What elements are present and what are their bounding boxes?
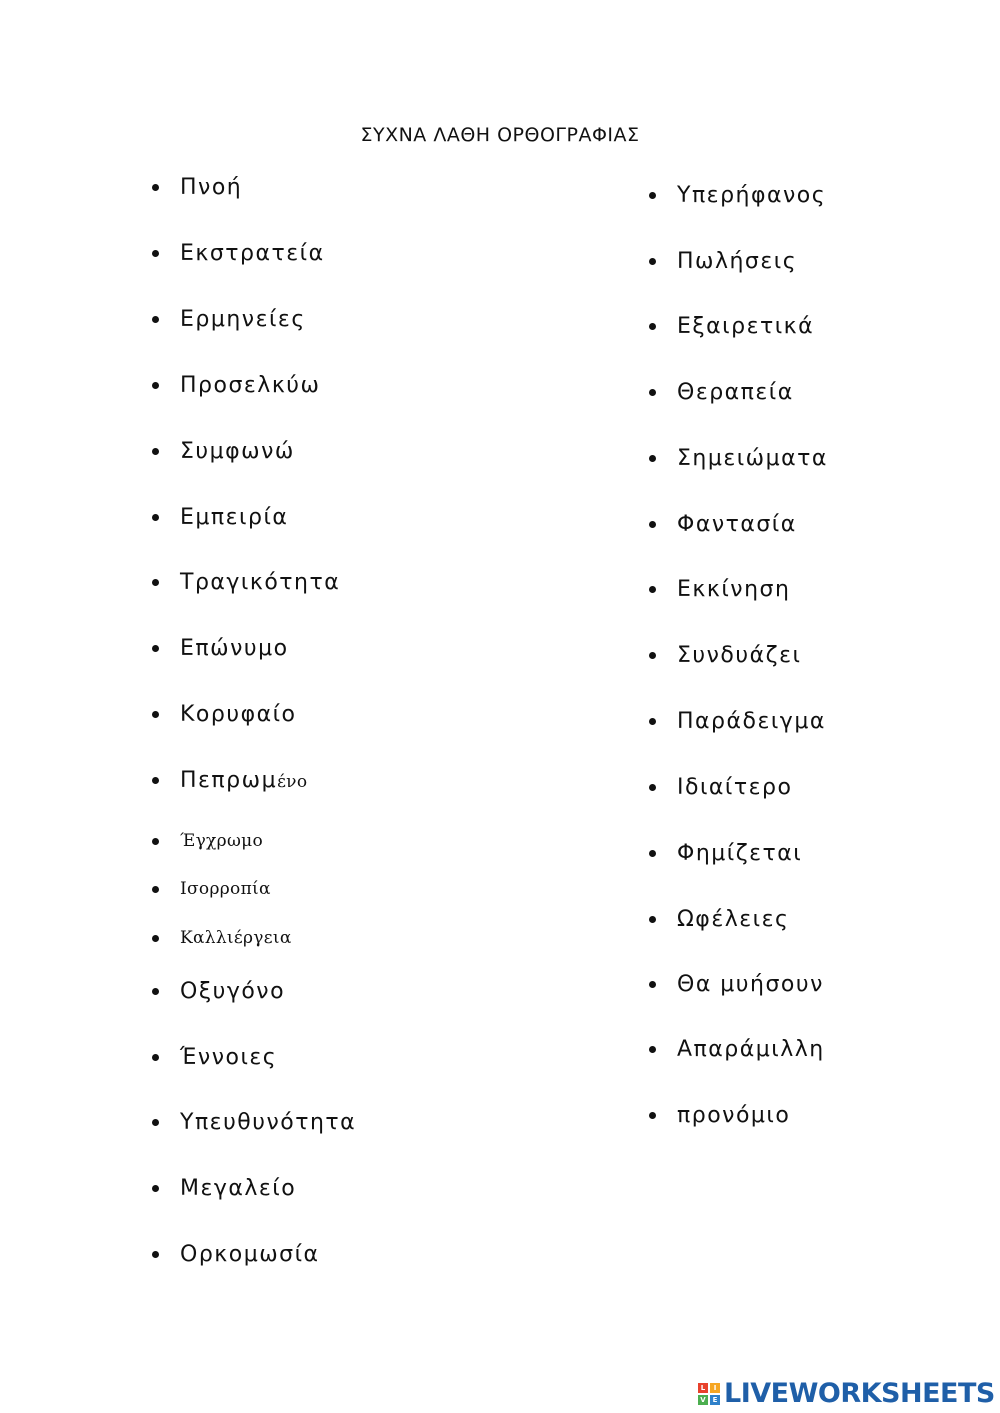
- bullet: [649, 258, 656, 265]
- word: Καλλιέργεια: [180, 928, 292, 948]
- list-item: [649, 706, 826, 736]
- list-item: [152, 1042, 277, 1072]
- page-title: ΣΥΧΝΑ ΛΑΘΗ ΟΡΘΟΓΡΑΦΙΑΣ: [360, 124, 640, 146]
- logo-letter: I: [710, 1383, 720, 1393]
- list-item: [649, 574, 790, 604]
- bullet: [152, 1185, 159, 1192]
- bullet: [649, 521, 656, 528]
- logo-letter: L: [698, 1383, 708, 1393]
- word: Θα μυήσουν: [677, 971, 824, 997]
- list-item: [649, 969, 824, 999]
- word: Εξαιρετικά: [677, 313, 815, 339]
- bullet: [649, 389, 656, 396]
- bullet: [649, 323, 656, 330]
- word: Ιδιαίτερο: [677, 774, 793, 800]
- word: Φημίζεται: [677, 840, 803, 866]
- list-item: [152, 874, 271, 904]
- list-item: [152, 567, 340, 597]
- word-suffix: ένο: [277, 771, 308, 792]
- bullet: [152, 514, 159, 521]
- word: Σημειώματα: [677, 445, 828, 471]
- word: Φαντασία: [677, 511, 797, 537]
- list-item: [649, 772, 792, 802]
- word: Οξυγόνο: [180, 978, 286, 1004]
- word: Ωφέλειες: [677, 906, 790, 932]
- word: Υπευθυνότητα: [180, 1109, 357, 1135]
- word: Απαράμιλλη: [677, 1036, 825, 1062]
- bullet: [152, 711, 159, 718]
- list-item: [152, 172, 242, 202]
- word: Εμπειρία: [180, 504, 289, 530]
- bullet: [152, 448, 159, 455]
- bullet: [152, 1054, 159, 1061]
- word: Επώνυμο: [180, 635, 289, 661]
- word: Τραγικότητα: [180, 569, 341, 595]
- bullet: [649, 718, 656, 725]
- list-item: [649, 443, 828, 473]
- word: Έγχρωμο: [180, 831, 263, 851]
- list-item: [152, 1239, 320, 1269]
- bullet: [649, 652, 656, 659]
- logo-letter: V: [698, 1395, 708, 1405]
- word: Συμφωνώ: [180, 438, 295, 464]
- liveworksheets-logo: [698, 1378, 995, 1409]
- bullet: [152, 316, 159, 323]
- bullet: [649, 981, 656, 988]
- word: Ισορροπία: [180, 879, 271, 899]
- bullet: [649, 455, 656, 462]
- bullet: [152, 645, 159, 652]
- list-item: [649, 904, 789, 934]
- list-item: [152, 765, 307, 795]
- list-item: [152, 699, 297, 729]
- list-item: [152, 502, 288, 532]
- list-item: [649, 838, 802, 868]
- list-item: [152, 1107, 356, 1137]
- bullet: [152, 1119, 159, 1126]
- bullet: [152, 935, 159, 942]
- bullet: [152, 777, 159, 784]
- word: Εκκίνηση: [677, 576, 791, 602]
- list-item: [152, 370, 320, 400]
- list-item: [649, 1034, 825, 1064]
- word: Μεγαλείο: [180, 1175, 297, 1201]
- bullet: [649, 586, 656, 593]
- word: Ορκομωσία: [180, 1241, 320, 1267]
- word: Πωλήσεις: [677, 248, 798, 274]
- word: Συνδυάζει: [677, 642, 802, 668]
- bullet: [649, 784, 656, 791]
- list-item: [649, 377, 794, 407]
- list-item: [649, 640, 801, 670]
- bullet: [152, 988, 159, 995]
- bullet: [649, 192, 656, 199]
- word: Υπερήφανος: [677, 182, 827, 208]
- list-item: [152, 633, 289, 663]
- list-item: [649, 509, 797, 539]
- bullet: [649, 916, 656, 923]
- list-item: [649, 246, 797, 276]
- list-item: [649, 180, 826, 210]
- bullet: [152, 838, 159, 845]
- logo-letter: E: [710, 1395, 720, 1405]
- bullet: [649, 1112, 656, 1119]
- word: προνόμιο: [677, 1102, 791, 1128]
- word: Έννοιες: [180, 1044, 278, 1070]
- logo-icon: [698, 1383, 720, 1405]
- list-item: [152, 826, 263, 856]
- list-item: [152, 436, 295, 466]
- bullet: [152, 579, 159, 586]
- word: Προσελκύω: [180, 372, 321, 398]
- list-item: [152, 304, 306, 334]
- list-item: [152, 976, 285, 1006]
- list-item: [152, 1173, 296, 1203]
- word: Θεραπεία: [677, 379, 794, 405]
- word: Πνοή: [180, 174, 243, 200]
- word: Κορυφαίο: [180, 701, 297, 727]
- word: Εκστρατεία: [180, 240, 325, 266]
- word-main: Πεπρωμ: [180, 767, 278, 793]
- bullet: [152, 250, 159, 257]
- bullet: [152, 382, 159, 389]
- list-item: [649, 1100, 790, 1130]
- brand-name: LIVEWORKSHEETS: [724, 1378, 995, 1409]
- bullet: [152, 886, 159, 893]
- word: [180, 768, 307, 793]
- list-item: [649, 311, 814, 341]
- bullet: [152, 184, 159, 191]
- list-item: [152, 923, 292, 953]
- bullet: [649, 850, 656, 857]
- word: Ερμηνείες: [180, 306, 306, 332]
- bullet: [649, 1046, 656, 1053]
- bullet: [152, 1251, 159, 1258]
- word: Παράδειγμα: [677, 708, 826, 734]
- list-item: [152, 238, 325, 268]
